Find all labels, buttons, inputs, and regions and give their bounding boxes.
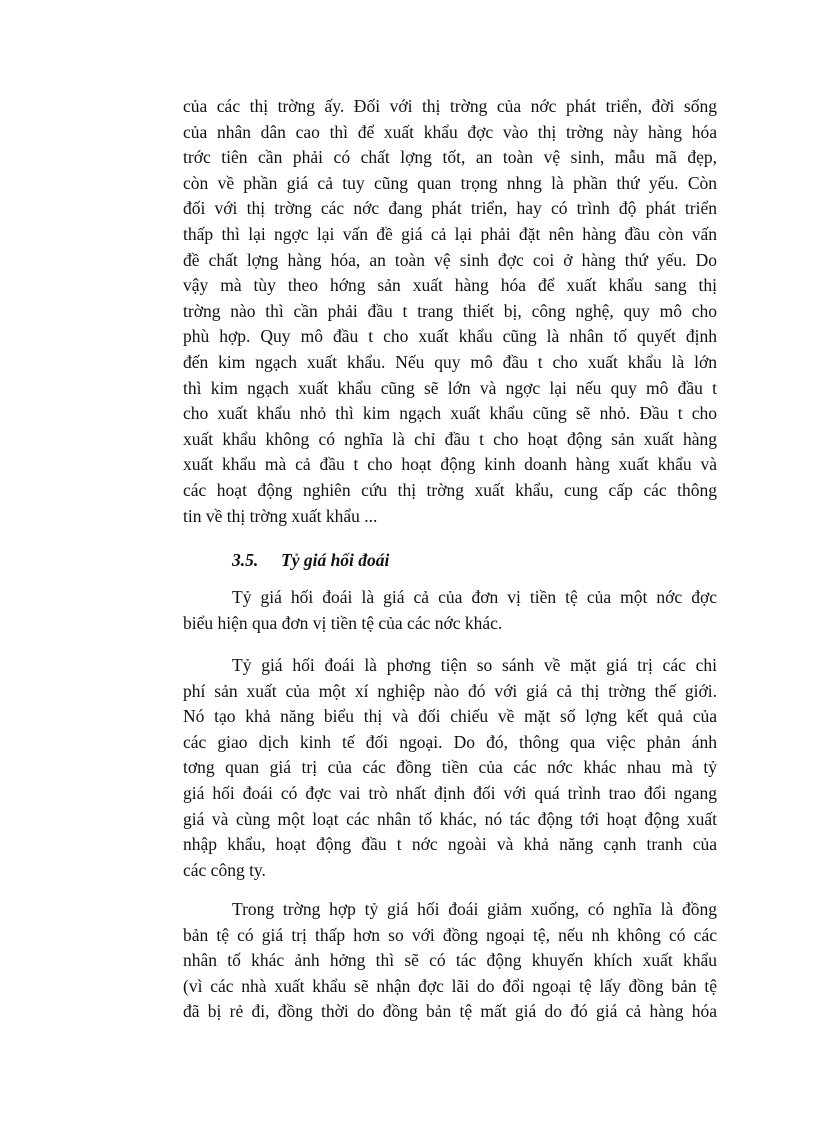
text-line: các công ty.: [183, 859, 266, 880]
paragraph-2: [183, 585, 717, 636]
text-line: đến kim ngạch xuất khẩu. Nếu quy mô đầu t cho xuất khẩu là lớn: [183, 351, 717, 372]
section-title: Tỷ giá hối đoái: [281, 550, 390, 570]
text-line: các hoạt động nghiên cứu thị trờng xuất khẩu, cung cấp các thông: [183, 479, 717, 500]
paragraph-3: [183, 653, 717, 883]
text-line: thấp thì lại ngợc lại vấn đề giá cả lại phải đặt nên hàng đầu còn vấn: [183, 223, 717, 244]
text-line: vậy mà tùy theo hớng sản xuất hàng hóa để xuất khẩu sang thị: [183, 275, 717, 296]
text-line: Nó tạo khả năng biểu thị và đối chiếu về mặt số lợng kết quả của: [183, 706, 717, 727]
text-line: Tỷ giá hối đoái là phơng tiện so sánh về mặt giá trị các chi: [232, 655, 717, 675]
section-number: 3.5.: [232, 550, 259, 570]
text-line: phù hợp. Quy mô đầu t cho xuất khẩu cũng là nhân tố quyết định: [183, 326, 717, 347]
text-line: còn về phần giá cả tuy cũng quan trọng nhng là phần thứ yếu. Còn: [183, 172, 717, 193]
text-line: (vì các nhà xuất khẩu sẽ nhận đợc lãi do đổi ngoại tệ lấy đồng bản tệ: [183, 975, 717, 996]
text-line: biểu hiện qua đơn vị tiền tệ của các nớc khác.: [183, 612, 503, 633]
text-line: của nhân dân cao thì để xuất khẩu đợc vào thị trờng này hàng hóa: [183, 121, 717, 142]
text-line: trờng nào thì cần phải đầu t trang thiết bị, công nghệ, quy mô cho: [183, 300, 717, 321]
text-line: Trong trờng hợp tỷ giá hối đoái giảm xuống, có nghĩa là đồng: [232, 899, 717, 919]
text-line: thì kim ngạch xuất khẩu cũng sẽ lớn và ngợc lại nếu quy mô đầu t: [183, 377, 717, 398]
text-line: trớc tiên cần phải có chất lợng tốt, an toàn vệ sinh, mẫu mã đẹp,: [183, 147, 717, 168]
text-line: cho xuất khẩu nhỏ thì kim ngạch xuất khẩu cũng sẽ nhỏ. Đầu t cho: [183, 403, 717, 424]
text-line: nhập khẩu, hoạt động đầu t nớc ngoài và khả năng cạnh tranh của: [183, 834, 717, 855]
text-line: đã bị rẻ đi, đồng thời do đồng bản tệ mất giá do đó giá cả hàng hóa: [183, 1001, 717, 1022]
text-line: tơng quan giá trị của các đồng tiền của các nớc khác nhau mà tỷ: [183, 757, 717, 778]
section-heading: [232, 547, 389, 573]
text-line: bản tệ có giá trị thấp hơn so với đồng ngoại tệ, nếu nh không có các: [183, 924, 717, 945]
text-line: giá và cùng một loạt các nhân tố khác, nó tác động tới hoạt động xuất: [183, 808, 717, 829]
text-line: xuất khẩu mà cả đầu t cho hoạt động kinh doanh hàng xuất khẩu và: [183, 454, 717, 475]
text-line: đề chất lợng hàng hóa, an toàn vệ sinh đợc coi ở hàng thứ yếu. Do: [183, 249, 717, 270]
text-line: giá hối đoái có đợc vai trò nhất định đối với quá trình trao đổi ngang: [183, 782, 717, 803]
text-line: phí sản xuất của một xí nghiệp nào đó với giá cả thị trờng thế giới.: [183, 680, 717, 701]
text-line: Tỷ giá hối đoái là giá cả của đơn vị tiền tệ của một nớc đợc: [232, 587, 717, 607]
text-line: tin về thị trờng xuất khẩu ...: [183, 505, 378, 526]
text-line: các giao dịch kinh tế đối ngoại. Do đó, thông qua việc phản ánh: [183, 731, 717, 752]
text-line: đối với thị trờng các nớc đang phát triển, hay có trình độ phát triển: [183, 198, 717, 219]
paragraph-1: [183, 94, 717, 529]
text-line: xuất khẩu không có nghĩa là chỉ đầu t cho hoạt động sản xuất hàng: [183, 428, 717, 449]
paragraph-4: [183, 897, 717, 1025]
text-line: của các thị trờng ấy. Đối với thị trờng của nớc phát triển, đời sống: [183, 96, 717, 116]
text-line: nhân tố khác ảnh hởng thì sẽ có tác động khuyến khích xuất khẩu: [183, 950, 717, 971]
